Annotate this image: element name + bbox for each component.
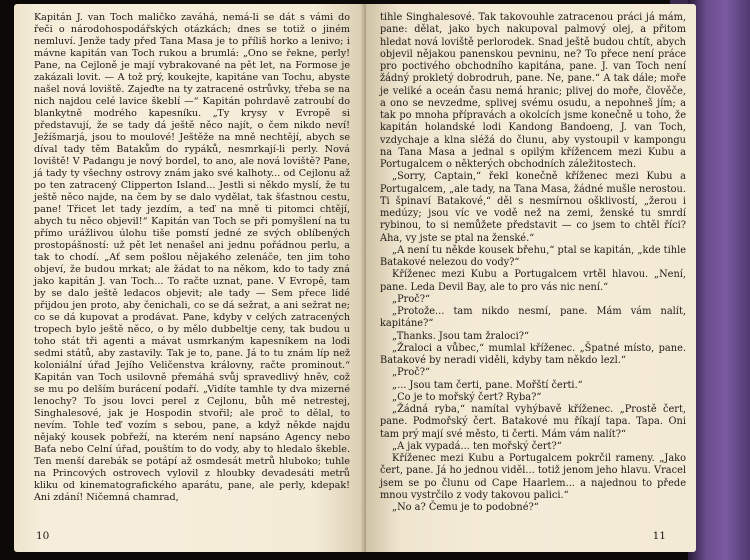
book-cover-edge bbox=[688, 0, 750, 560]
right-paragraph: „Žádná ryba,“ namítal vyhýbavě kříženec. „Prostě čert, pane. Podmořský čert. Batakové mu říkají tapa. Tapa. Oni tam prý mají své město, ti čerti. Mám vám nalít?“ bbox=[380, 404, 686, 440]
left-page bbox=[14, 4, 366, 552]
right-paragraph: Kříženec mezi Kubu a Portugalcem vrtěl hlavou. „Není, pane. Leda Devil Bay, ale to pro vás nic není.“ bbox=[380, 269, 686, 293]
left-paragraph: Kapitán J. van Toch maličko zaváhá, nemá-li se dát s vámi do řeči o národohospodářských otázkách; dnes se totiž o jiném nemluví. Jenže tady před Tana Masa je to příliš horko a lenivo; i mávne kapitán van Toch rukou a brumlá: „Ono se řekne, perly! Pane, na Cejloně je mají vybrakované na pět let, na Formose je zakázali lovit. — A tož prý, koukejte, kapitáne van Tochu, abyste našel nová loviště. Zajeďte na ty zatracené ostrůvky, třeba se na nich najdou celé lavice škeblí —“ Kapitán pohrdavě zatroubí do blankytně modrého kapesníku. „Ty krysy v Evropě si představují, že se tady dá ještě něco najít, o čem nikdo neví! Ježíšmarjá, jsou to moulové! Ještěže na mně nechtějí, abych se díval tady těm Batakům do rypáků, nesmrkají-li perly. Nová loviště! V Padangu je nový bordel, to ano, ale nová loviště? Pane, já tady ty všechny ostrovy znám jako své kalhoty... od Cejlonu až po ten zatracený Clipperton Island... Jestli si někdo myslí, že tu ještě něco najde, na čem by se dalo vydělat, tak šťastnou cestu, pane! Třicet let tady jezdím, a teď na mně ti pitomci chtějí, abych tu něco objevil!“ Kapitán van Toch se při pomyšlení na tu přímo urážlivou úlohu tiše pomstí jedné ze svých oblíbených prostopášností: už pět let nenašel ani jednu pořádnou perlu, a tak to chodí. „Ať sem pošlou nějakého zelenáče, ten jim toho objeví, že budou mrkat; ale žádat to na někom, kdo to tady zná jako kapitán J. van Toch... To račte uznat, pane. V Evropě, tam by se dalo ještě ledacos objevit; ale tady — Sem přece lidé přijdou jen proto, aby čenichali, co se dá sežrat, a ani sežrat ne; co se dá kupovat a prodávat. Pane, kdyby v celých zatracených tropech bylo ještě něco, o by mělo dubbeltje ceny, tak budou u toho stát tři agenti a mávat usmrkaným kapesníkem na lodi sedmi států, aby zastavily. Tak je to, pane. Já to tu znám líp než koloniální úřad Jejího Veličenstva královny, račte prominout.“ Kapitán van Toch usilovně přemáhá svůj spravedlivý hněv, což se mu po delším burácení podaří. „Vidíte tamhle ty dva mizerné lenochy? To jsou lovci perel z Cejlonu, bůh mě netrestej, Singhalesové, jak je Hospodin stvořil; ale proč to dělal, to nevím. Tohle teď vozím s sebou, pane, a když někde najdu nějaký kousek pobřeží, na kterém není napsáno Agency nebo Baťa nebo Celní úřad, pouštím to do vody, aby to hledalo škeble. Ten menší darebák se potápí až osmdesát metrů hluboko; tuhle na Princových ostrovech vylovil z hloubky devadesáti metrů kliku od kinematografického aparátu, pane, ale perly, kdepak! Ani zdání! Ničemná chamrad, bbox=[34, 12, 350, 503]
right-paragraph: „Proč?“ bbox=[392, 293, 430, 305]
right-paragraph: tihle Singhalesové. Tak takovouhle zatracenou práci já mám, pane: dělat, jako bych nakupoval palmový olej, a přitom hledat nová loviště perlorodek. Snad ještě budou chtít, abych objevil nějakou panenskou pevninu, ne? To přece není práce pro poctivého obchodního kapitána, pane. J. van Toch není žádný prokletý dobrodruh, pane. Ne, pane.“ A tak dále; moře je veliké a oceán času nemá hranic; plivej do moře, člověče, a ono se nevzedme, splivej svému osudu, a nepohneš jím; a tak po mnoha přípravách a okolcích jsme konečně u toho, že kapitán holandské lodi Kandong Bandoeng, J. van Toch, vzdychaje a klna sléžá do člunu, aby vystoupil v kampongu na Tana Masa a jednal s opilým křížencem mezi Kubu a Portugalcem o některých obchodních záležitostech. bbox=[380, 12, 686, 170]
right-paragraph: „A není tu někde kousek břehu,“ ptal se kapitán, „kde tihle Batakové nelezou do vody?“ bbox=[380, 244, 686, 268]
right-paragraph: „No a? Čemu je to podobné?“ bbox=[392, 502, 539, 513]
left-page-text bbox=[34, 12, 350, 504]
left-page-number: 10 bbox=[36, 530, 50, 542]
right-paragraph: „Co je to mořský čert? Ryba?“ bbox=[392, 391, 542, 403]
right-paragraph: „A jak vypadá... ten mořský čert?“ bbox=[392, 440, 562, 452]
right-paragraph: „Protože... tam nikdo nesmí, pane. Mám vám nalít, kapitáne?“ bbox=[380, 306, 686, 330]
right-page-text bbox=[380, 12, 686, 514]
right-paragraph: Kříženec mezi Kubu a Portugalcem pokrčil rameny. „Jako čert, pane. Já ho jednou viděl... totiž jenom jeho hlavu. Vracel jsem se po člunu od Cape Haarlem... a najednou to přede mnou vystrčilo z vody takovou palici.“ bbox=[380, 453, 687, 501]
right-paragraph: „Proč?“ bbox=[392, 367, 430, 379]
right-paragraph: „Žraloci a vůbec,“ mumlal kříženec. „Špatné místo, pane. Batakové by neradi viděli, kdyby tam někdo lezl.“ bbox=[380, 342, 686, 366]
right-page bbox=[366, 4, 696, 552]
right-page-number: 11 bbox=[652, 530, 666, 542]
right-paragraph: „Sorry, Captain,“ řekl konečně kříženec mezi Kubu a Portugalcem, „ale tady, na Tana Masa, žádné mušle nerostou. Ti špinaví Batakové,“ děl s nesmírnou ošklivostí, „žerou i medúzy; jsou víc ve vodě než na zemi, ženské tu smrdí rybinou, to si nemůžete představit — co jsem to chtěl říci? Aha, vy jste se ptal na ženské.“ bbox=[380, 171, 686, 244]
right-paragraph: „... Jsou tam čerti, pane. Mořští čerti.“ bbox=[392, 379, 583, 391]
right-paragraph: „Thanks. Jsou tam žraloci?“ bbox=[392, 330, 529, 342]
